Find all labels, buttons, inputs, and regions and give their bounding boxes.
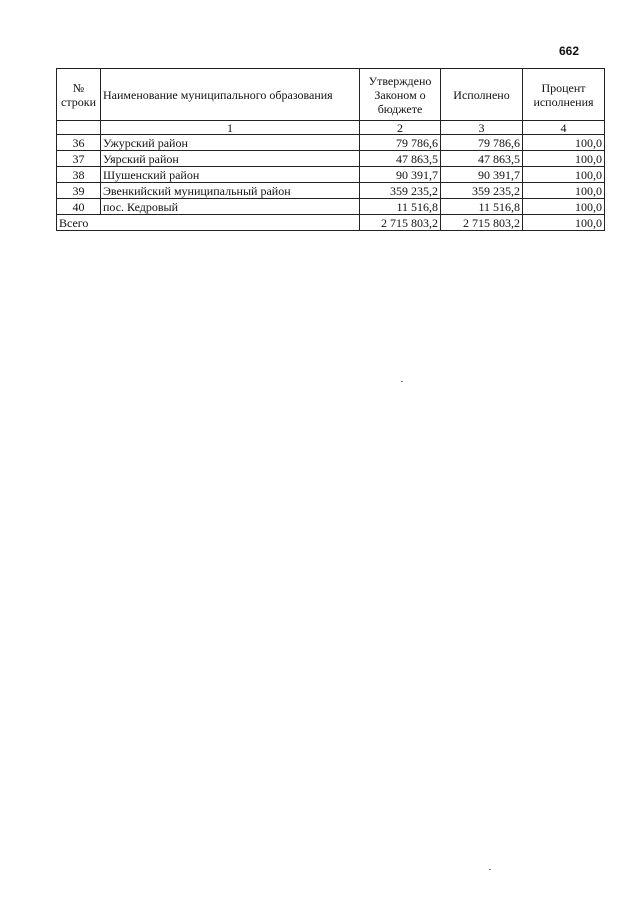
header-municipality-name: Наименование муниципального образования <box>101 69 360 121</box>
approved-value: 47 863,5 <box>360 151 441 167</box>
table-row <box>57 167 605 183</box>
percent-value: 100,0 <box>523 199 605 215</box>
row-number: 40 <box>57 199 101 215</box>
row-number: 39 <box>57 183 101 199</box>
header-percent: Процент исполнения <box>523 69 605 121</box>
total-percent-value: 100,0 <box>523 215 605 231</box>
row-number: 37 <box>57 151 101 167</box>
executed-value: 47 863,5 <box>441 151 523 167</box>
header-approved: Утверждено Законом о бюджете <box>360 69 441 121</box>
budget-execution-table <box>56 68 605 231</box>
total-executed-value: 2 715 803,2 <box>441 215 523 231</box>
approved-value: 11 516,8 <box>360 199 441 215</box>
total-label: Всего <box>57 215 360 231</box>
percent-value: 100,0 <box>523 135 605 151</box>
approved-value: 359 235,2 <box>360 183 441 199</box>
executed-value: 79 786,6 <box>441 135 523 151</box>
column-number: 4 <box>523 121 605 135</box>
municipality-name: Шушенский район <box>101 167 360 183</box>
table-row <box>57 183 605 199</box>
table-header-row <box>57 69 605 121</box>
municipality-name: пос. Кедровый <box>101 199 360 215</box>
header-row-number: № строки <box>57 69 101 121</box>
header-executed: Исполнено <box>441 69 523 121</box>
total-row <box>57 215 605 231</box>
percent-value: 100,0 <box>523 151 605 167</box>
table-row <box>57 135 605 151</box>
municipality-name: Эвенкийский муниципальный район <box>101 183 360 199</box>
scan-speck <box>401 381 403 382</box>
table-row <box>57 199 605 215</box>
column-number: 3 <box>441 121 523 135</box>
executed-value: 359 235,2 <box>441 183 523 199</box>
approved-value: 79 786,6 <box>360 135 441 151</box>
total-approved-value: 2 715 803,2 <box>360 215 441 231</box>
column-number: 1 <box>101 121 360 135</box>
executed-value: 11 516,8 <box>441 199 523 215</box>
executed-value: 90 391,7 <box>441 167 523 183</box>
page-number: 662 <box>559 44 580 58</box>
column-number-empty <box>57 121 101 135</box>
municipality-name: Ужурский район <box>101 135 360 151</box>
scan-speck <box>489 869 491 870</box>
row-number: 38 <box>57 167 101 183</box>
percent-value: 100,0 <box>523 167 605 183</box>
column-number: 2 <box>360 121 441 135</box>
table-row <box>57 151 605 167</box>
column-number-row <box>57 121 605 135</box>
approved-value: 90 391,7 <box>360 167 441 183</box>
row-number: 36 <box>57 135 101 151</box>
municipality-name: Уярский район <box>101 151 360 167</box>
percent-value: 100,0 <box>523 183 605 199</box>
